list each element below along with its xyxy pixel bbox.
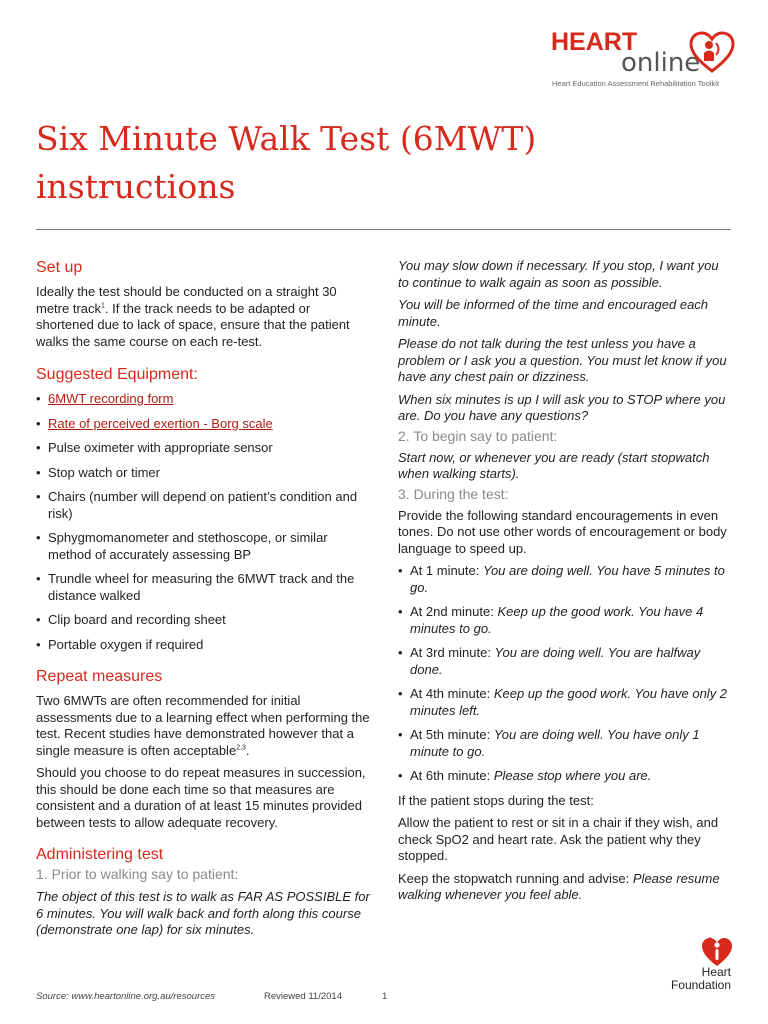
setup-heading: Set up <box>36 259 83 276</box>
stops-text-2b: Please resume walking whenever you feel able. <box>398 870 720 902</box>
heart-foundation-logo <box>664 936 740 994</box>
logo-heart-text: HEART <box>551 28 638 56</box>
list-item: • Chairs (number will depend on patient’s condition and risk) <box>36 489 371 522</box>
setup-text <box>36 284 371 350</box>
page-title: Six Minute Walk Test (6MWT) instructions <box>36 119 537 206</box>
stops-text-2a: Keep the stopwatch running and advise: <box>398 870 633 886</box>
minute-label: At 1 minute: <box>410 563 483 578</box>
hf-line-2: Foundation <box>670 978 731 992</box>
stops-text-1: Allow the patient to rest or sit in a chair if they wish, and check SpO2 and heart rate. Ask the patient why they stopped. <box>398 815 719 863</box>
logo-tagline: Heart Education Assessment Rehabilitation Toolkit <box>552 79 720 88</box>
minute-label: At 2nd minute: <box>410 604 498 619</box>
script-para-4: When six minutes is up I will ask you to STOP where you are. Do you have any questions? <box>398 391 726 423</box>
repeat-text-1a: Two 6MWTs are often recommended for initial assessments due to a learning effect when performing the test. Recent studies have demonstrated however that a single measure is often acceptable <box>36 693 370 758</box>
minute-quote: You are doing well. You have 5 minutes to go. <box>410 563 725 595</box>
list-item: • Sphygmomanometer and stethoscope, or similar method of accurately assessing BP <box>36 530 371 563</box>
list-item <box>398 604 733 637</box>
recording-form-link[interactable]: 6MWT recording form <box>48 391 174 406</box>
repeat-text-1 <box>36 693 371 759</box>
begin-script: Start now, or whenever you are ready (start stopwatch when walking starts). <box>398 449 710 481</box>
list-item <box>398 563 733 596</box>
repeat-footnote-ref: 2,3 <box>236 744 246 752</box>
list-item <box>36 391 371 408</box>
minute-quote: Keep up the good work. You have only 2 minutes left. <box>410 686 728 718</box>
equipment-list <box>36 391 371 653</box>
list-item <box>398 727 733 760</box>
script-para-2: You will be informed of the time and encouraged each minute. <box>398 297 709 329</box>
list-item: • Trundle wheel for measuring the 6MWT track and the distance walked <box>36 571 371 604</box>
setup-footnote-ref: 1 <box>101 302 105 310</box>
right-column <box>398 258 733 904</box>
list-item <box>398 645 733 678</box>
equipment-heading: Suggested Equipment: <box>36 366 198 383</box>
page-footer <box>36 991 396 1002</box>
minute-label: At 5th minute: <box>410 727 494 742</box>
stops-heading: If the patient stops during the test: <box>398 792 594 808</box>
logo-online-text: online <box>621 48 701 78</box>
prior-walking-subheading: 1. Prior to walking say to patient: <box>36 866 239 882</box>
during-text: Provide the following standard encouragements in even tones. Do not use other words of encouragement or body language to speed up. <box>398 507 727 556</box>
repeat-text-2: Should you choose to do repeat measures in succession, this should be done each time so that measures are consistent and a duration of at least 15 minutes provided between tests to allow adequate recovery. <box>36 765 366 830</box>
minute-quote: Keep up the good work. You have 4 minutes to go. <box>410 604 704 636</box>
minute-quote: Please stop where you are. <box>493 768 652 783</box>
list-item: • Clip board and recording sheet <box>36 612 371 629</box>
minute-label: At 3rd minute: <box>410 645 495 660</box>
heart-logo-icon <box>688 31 736 75</box>
list-item <box>398 686 733 719</box>
begin-subheading: 2. To begin say to patient: <box>398 427 558 444</box>
repeat-heading: Repeat measures <box>36 668 163 685</box>
title-divider <box>36 229 731 230</box>
list-item: • Pulse oximeter with appropriate sensor <box>36 440 371 457</box>
list-item <box>398 768 733 785</box>
footer-reviewed: Reviewed 11/2014 <box>264 991 342 1002</box>
heart-foundation-text <box>664 966 731 992</box>
minute-quote: You are doing well. You have only 1 minute to go. <box>410 727 700 759</box>
list-item <box>36 416 371 433</box>
left-column <box>36 258 371 939</box>
list-item: • Stop watch or timer <box>36 465 371 482</box>
stops-text-2 <box>398 871 733 904</box>
during-subheading: 3. During the test: <box>398 485 509 502</box>
borg-scale-link[interactable]: Rate of perceived exertion - Borg scale <box>48 415 273 431</box>
prior-walking-script: The object of this test is to walk as FAR AS POSSIBLE for 6 minutes. You will walk back and forth along this course (demonstrate one lap) for six minutes. <box>36 889 370 937</box>
administering-heading: Administering test <box>36 846 164 863</box>
encouragement-list <box>398 563 733 785</box>
setup-text-b: . If the track needs to be adapted or shortened due to lack of space, ensure that the patient walks the same course on each re-test. <box>36 300 350 349</box>
minute-label: At 4th minute: <box>410 686 494 701</box>
minute-quote: You are doing well. You are halfway done. <box>410 645 701 677</box>
hf-line-1: Heart <box>701 965 731 979</box>
setup-text-a: Ideally the test should be conducted on a straight 30 metre track <box>36 284 337 316</box>
heartonline-logo <box>548 28 738 90</box>
minute-label: At 6th minute: <box>410 768 494 783</box>
page-number: 1 <box>382 991 388 1002</box>
list-item: • Portable oxygen if required <box>36 637 371 654</box>
repeat-text-1b: . <box>245 742 250 758</box>
footer-source: Source: www.heartonline.org.au/resources <box>36 991 216 1002</box>
script-para-1: You may slow down if necessary. If you stop, I want you to continue to walk again as soon as possible. <box>398 258 719 290</box>
script-para-3: Please do not talk during the test unless you have a problem or I ask you a question. You must let know if you have any chest pain or dizziness. <box>398 336 727 384</box>
heart-foundation-icon <box>700 936 734 968</box>
